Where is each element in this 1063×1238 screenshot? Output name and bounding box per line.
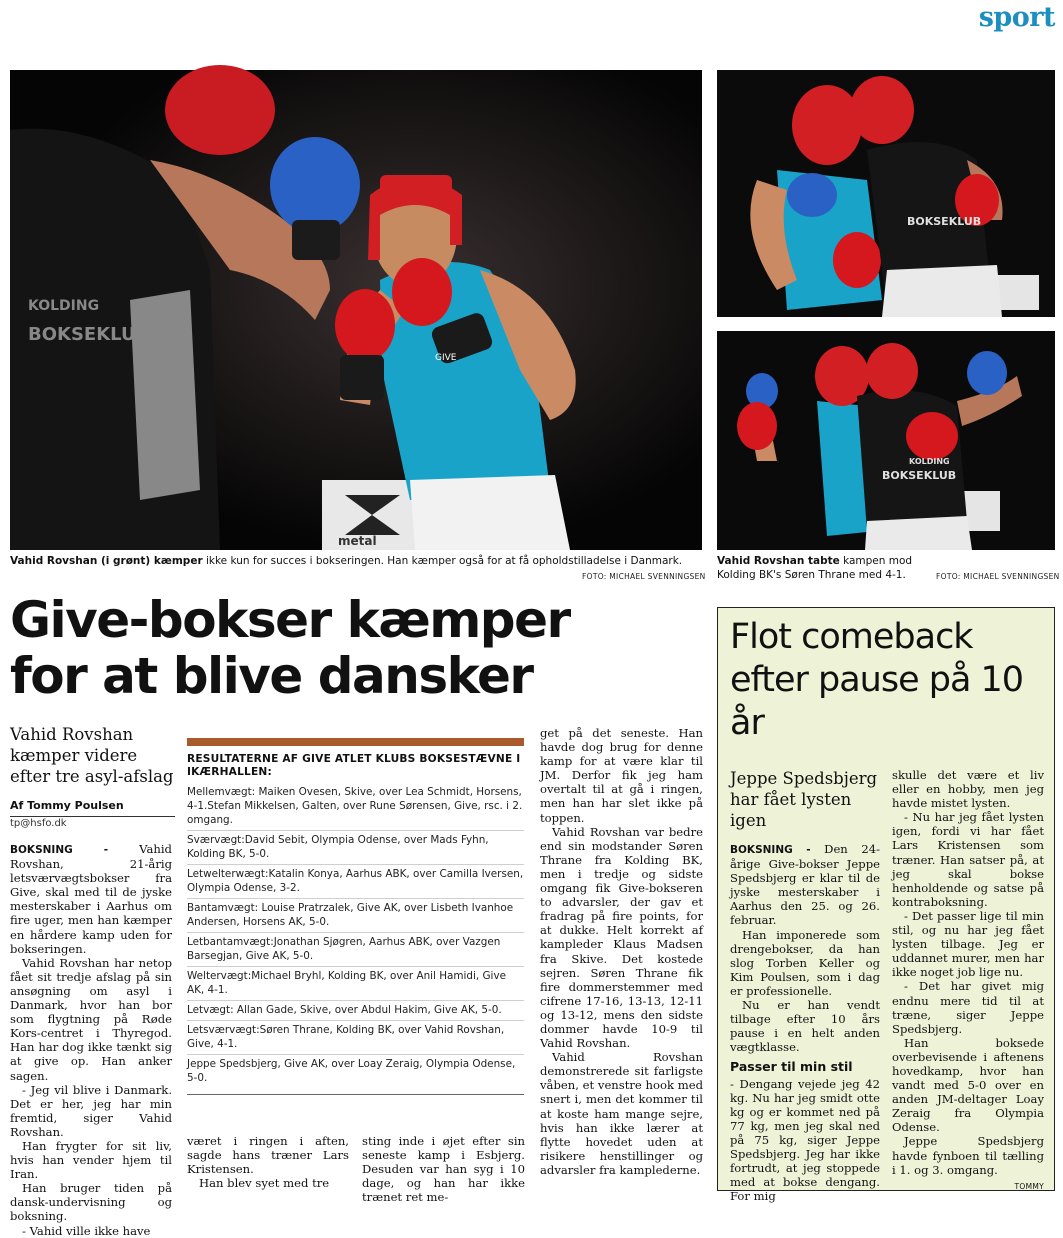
paragraph: Han imponerede som drengebokser, da han slog Torben Keller og Kim Poulsen, som i dag er professionelle.	[730, 927, 880, 998]
results-title: RESULTATERNE AF GIVE ATLET KLUBS BOKSESTÆVNE I IKÆRHALLEN:	[187, 753, 521, 778]
paragraph: Han boksede overbevisende i aftenens hovedkamp, hvor han vandt med 5-0 over en anden JM-deltager Loay Zeraig fra Olympia Odense.	[892, 1035, 1044, 1135]
section-label: sport	[978, 2, 1055, 33]
paragraph: Han frygter for sit liv, hvis han vender hjem til Iran.	[10, 1138, 172, 1182]
bottom-right-vest-text-2: BOKSEKLUB	[882, 469, 957, 482]
paragraph: BOKSNING - Den 24-årige Give-bokser Jeppe Spedsbjerg er klar til de jyske mesterskaber i Aarhus den 25. og 26. februar.	[730, 842, 880, 928]
sidebar-subheading: Passer til min stil	[730, 1059, 853, 1075]
main-photo-credit: FOTO: MICHAEL SVENNINGSEN	[582, 572, 706, 581]
banner-text: metal	[338, 534, 377, 548]
byline: Af Tommy Poulsen	[10, 799, 175, 817]
results-rule	[187, 1094, 524, 1095]
result-item: Letwelterwægt:Katalin Konya, Aarhus ABK, over Camilla Iversen, Olympia Odense, 3-2.	[187, 865, 524, 899]
right-caption-lead: Vahid Rovshan tabte	[717, 555, 840, 567]
result-item: Letvægt: Allan Gade, Skive, over Abdul Hakim, Give AK, 5-0.	[187, 1001, 524, 1021]
paragraph: BOKSNING - Vahid Rovshan, 21-årig letsværvægtsbokser fra Give, skal med til de jyske mesterskaber i Aarhus om fire uger, men han kæmper en hårdere kamp uden for bokseringen.	[10, 842, 172, 956]
result-item: Jeppe Spedsbjerg, Give AK, over Loay Zeraig, Olympia Odense, 5-0.	[187, 1058, 516, 1084]
article-column-4	[540, 726, 703, 1177]
sidebar-subhead: Jeppe Spedsbjerg har fået lysten igen	[730, 769, 878, 830]
paragraph: været i ringen i aften, sagde hans træner Lars Kristensen.	[187, 1134, 349, 1177]
paragraph: - Vahid ville ikke have	[22, 1223, 151, 1238]
sidebar-author-tag: TOMMY	[1014, 1181, 1044, 1191]
right-photo-credit: FOTO: MICHAEL SVENNINGSEN	[936, 572, 1060, 581]
sidebar-kicker: BOKSNING -	[730, 844, 811, 856]
result-item: Mellemvægt: Maiken Ovesen, Skive, over Lea Schmidt, Horsens, 4-1.Stefan Mikkelsen, Galten, over Rune Sørensen, Give, rsc. i 2. omgang.	[187, 783, 524, 831]
paragraph: Vahid Rovshan demonstrerede sit farligste våben, et venstre hook med snert i, men det kommer til at koste ham mange sejre, hvis han ikke lærer at flytte hovedet uden at risikere henstillinger og advarsler fra kamplederne.	[540, 1050, 703, 1177]
article-subhead: Vahid Rovshan kæmper videre efter tre asyl-afslag	[10, 725, 174, 786]
main-caption-text: ikke kun for succes i bokseringen. Han kæmper også for at få opholdstilladelse i Danmark.	[202, 555, 683, 567]
paragraph: Vahid Rovshan var bedre end sin modstander Søren Thrane fra Kolding BK, men i tredje og sidste omgang fik Give-bokseren to advarsler, der gav et fradrag på fire points, for at dukke. Helt korrekt af kampleder Klaus Madsen fra Skive. Det kostede sejren. Søren Thrane fik fire dommerstemmer med cifrene 17-16, 13-13, 12-11 og 13-12, mens den sidste dommer havde 10-9 til Vahid Rovshan.	[540, 824, 703, 1051]
top-right-vest-text: BOKSEKLUB	[907, 215, 982, 228]
main-photo	[10, 70, 702, 550]
bottom-right-vest-text-1: KOLDING	[909, 457, 950, 466]
paragraph: - Det har givet mig endnu mere tid til at træne, siger Jeppe Spedsbjerg.	[892, 979, 1044, 1036]
paragraph: - Dengang vejede jeg 42 kg. Nu har jeg smidt otte kg og er kommet ned på 77 kg, men jeg skal ned på 75 kg, siger Jeppe Spedsbjerg. Jeg har ikke fortrudt, at jeg stoppede med at bokse dengang. For mig	[730, 1076, 880, 1204]
kicker: BOKSNING -	[10, 844, 109, 856]
paragraph: skulle det være et liv eller en hobby, men jeg havde mistet lysten.	[892, 768, 1044, 811]
bottom-right-photo	[717, 331, 1055, 550]
article-column-3	[362, 1134, 525, 1204]
back-text-1: KOLDING	[28, 298, 100, 314]
right-photo-caption	[717, 554, 932, 582]
article-headline: Give-bokser kæmper for at blive dansker	[10, 591, 570, 705]
result-item: Weltervægt:Michael Bryhl, Kolding BK, over Anil Hamidi, Give AK, 4-1.	[187, 967, 524, 1001]
main-photo-caption	[10, 554, 700, 568]
paragraph: sting inde i øjet efter sin seneste kamp i Esbjerg. Desuden var han syg i 10 dage, og han har ikke trænet ret me-	[362, 1134, 525, 1205]
sidebar-column-1	[730, 842, 880, 1203]
paragraph: - Det passer lige til min stil, og nu har jeg fået lysten tilbage. Jeg er uddannet murer, men har ikke noget job lige nu.	[892, 908, 1044, 980]
sidebar-column-2	[892, 768, 1044, 1194]
article-column-2	[187, 1134, 349, 1190]
result-item: Bantamvægt: Louise Pratrzalek, Give AK, over Lisbeth Ivanhoe Andersen, Horsens AK, 5-0.	[187, 899, 524, 933]
sidebar-headline: Flot comeback efter pause på 10 år	[730, 617, 1024, 743]
paragraph: Han bruger tiden på dansk-undervisning og boksning.	[10, 1181, 172, 1224]
results-box	[187, 738, 524, 1095]
results-bar	[187, 738, 524, 746]
sidebar-box	[717, 607, 1055, 1204]
main-caption-lead: Vahid Rovshan (i grønt) kæmper	[10, 555, 203, 567]
paragraph: Nu er han vendt tilbage efter 10 års pause i en helt anden vægtklasse.	[730, 998, 880, 1055]
result-item: Sværvægt:David Sebit, Olympia Odense, over Mads Fyhn, Kolding BK, 5-0.	[187, 831, 524, 865]
result-item: Letbantamvægt:Jonathan Sjøgren, Aarhus ABK, over Vazgen Barsegjan, Give AK, 5-0.	[187, 933, 524, 967]
back-text-2: BOKSEKLUB	[28, 324, 150, 345]
article-column-1	[10, 842, 172, 1238]
author-email: tp@hsfo.dk	[10, 818, 67, 829]
paragraph: Han blev syet med tre	[199, 1176, 330, 1191]
vest-text: GIVE	[435, 353, 457, 363]
result-item: Letsværvægt:Søren Thrane, Kolding BK, over Vahid Rovshan, Give, 4-1.	[187, 1021, 524, 1055]
paragraph: - Nu har jeg fået lysten igen, fordi vi har fået Lars Kristensen som træner. Han satser på, at jeg skal bokse henholdende og satse på kontraboksning.	[892, 810, 1044, 909]
right-caption-text: kampen mod Kolding BK's Søren Thrane med 4-1.	[717, 555, 913, 581]
paragraph: - Jeg vil blive i Danmark. Det er her, jeg har min fremtid, siger Vahid Rovshan.	[10, 1082, 172, 1139]
top-right-photo	[717, 70, 1055, 317]
paragraph: Jeppe Spedsbjerg havde fynboen til tælling i 1. og 3. omgang.	[892, 1134, 1044, 1177]
paragraph: get på det seneste. Han havde dog brug for denne kamp for at være klar til JM. Derfor fik jeg ham overtalt til at gå i ringen, men han har slet ikke på toppen.	[540, 726, 703, 825]
paragraph: Vahid Rovshan har netop fået sit tredje afslag på sin ansøgning om asyl i Danmark, hvor han bor som flygtning på Røde Kors-centret i Thyregod. Han har dog ikke tænkt sig at give op. Han anker sagen.	[10, 955, 172, 1083]
